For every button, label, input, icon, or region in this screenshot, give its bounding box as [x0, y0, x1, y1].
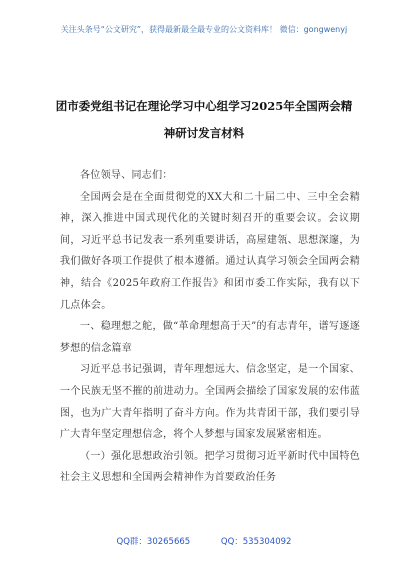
document-title-line-1: 团市委党组书记在理论学习中心组学习2025年全国两会精	[55, 99, 353, 113]
document-title-line-2: 神研讨发言材料	[163, 126, 245, 140]
footer-qq-group: QQ群：30265665	[116, 537, 191, 547]
section-heading-1: 一、稳理想之舵，做“革命理想高于天”的有志青年，谱写逐逐梦想的信念篇章	[60, 321, 360, 354]
salutation: 各位领导、同志们：	[80, 170, 173, 181]
paragraph-subsection-1: （一）强化思想政治引领。把学习贯彻习近平新时代中国特色社会主义思想和全国两会精神作为首要政治任务	[60, 450, 360, 484]
document-body	[60, 165, 360, 489]
paragraph-intro: 全国两会是在全面贯彻党的XX大和二十届二中、三中全会精神，深入推进中国式现代化的关键时刻召开的重要会议。会议期间，习近平总书记发表一系列重要讲话，高屋建瓴、思想深邃，为我们做好各项工作提供了根本遵循。通过认真学习领会全国两会精神，结合《2025年政府工作报告》和团市委工作实际，我有以下几点体会。	[60, 191, 360, 311]
paragraph-section-1: 习近平总书记强调，青年理想远大、信念坚定，是一个国家、一个民族无坚不摧的前进动力。全国两会描绘了国家发展的宏伟蓝图，也为广大青年指明了奋斗方向。作为共青团干部，我们要引导广大青年坚定理想信念，将个人梦想与国家发展紧密相连。	[60, 364, 360, 441]
footer-contact	[0, 535, 408, 547]
footer-qq: QQ：535304092	[220, 537, 292, 547]
header-banner: 关注头条号“公文研究”，获得最新最全最专业的公文资料库！ 微信：gongwenyj	[60, 25, 348, 34]
